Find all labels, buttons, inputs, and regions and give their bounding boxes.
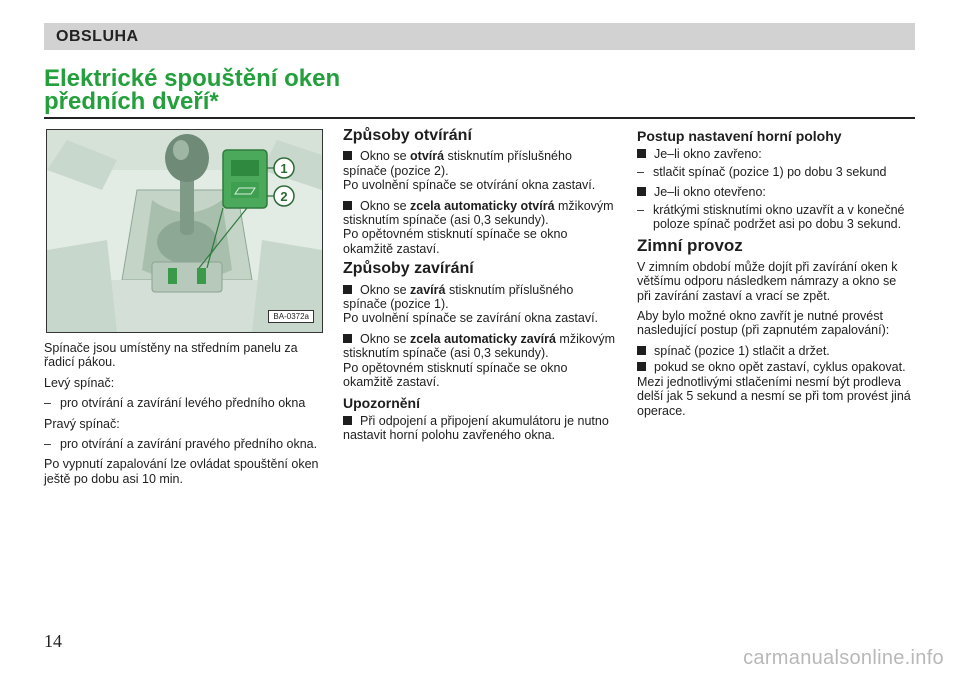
text: mžikovým stisknutím spínače (asi 0,3 sekundy).: [343, 198, 614, 228]
bullet-square: [343, 334, 352, 343]
emphasis: zcela automaticky otvírá: [410, 198, 555, 213]
warning-heading: Upozornění: [343, 394, 420, 411]
title-rule: [44, 117, 915, 119]
closing-heading: Způsoby zavírání: [343, 260, 474, 278]
ignition-off-note: Po vypnutí zapalování lze ovládat spouštění oken ještě po dobu asi 10 min.: [44, 457, 319, 486]
right-switch-item: – pro otvírání a zavírání pravého předního okna.: [44, 437, 324, 451]
console-drawing: [47, 130, 322, 332]
text: spínač (pozice 1) stlačit a držet.: [654, 343, 830, 358]
page-title-line-1: Elektrické spouštění oken: [44, 65, 341, 92]
text: Okno se: [360, 282, 411, 297]
bullet-square: [343, 285, 352, 294]
bullet-square: [637, 346, 646, 355]
open-auto-paragraph: [343, 199, 617, 257]
bullet-square: [343, 416, 352, 425]
site-watermark: carmanualsonline.info: [743, 647, 944, 669]
page-number: 14: [44, 631, 62, 651]
figure-code: BA-0372a: [268, 310, 314, 323]
winter-step-note: Mezi jednotlivými stlačeními nesmí být prodleva delší jak 5 sekund a nesmí se při tom provést jiná operace.: [637, 374, 911, 418]
column-right: [637, 129, 913, 424]
winter-intro: V zimním období může dojít při zavírání oken k většímu odporu následkem námrazy a okno se při zavírání zastaví a vrací se zpět.: [637, 259, 898, 303]
emphasis: zcela automaticky zavírá: [410, 331, 556, 346]
left-switch-label: Levý spínač:: [44, 375, 115, 390]
window-closed-step: – stlačit spínač (pozice 1) po dobu 3 sekund: [637, 165, 913, 179]
text: stisknutím příslušného spínače (pozice 2).: [343, 149, 572, 178]
setup-heading: Postup nastavení horní polohy: [637, 128, 842, 144]
text: Po opětovném stisknutí spínače se okno okamžitě zastaví.: [343, 227, 568, 256]
window-open-case: [637, 185, 913, 199]
text: Při odpojení a připojení akumulátoru je nutno nastavit horní polohu zavřeného okna.: [343, 413, 609, 443]
text: stisknutím příslušného spínače (pozice 1).: [343, 282, 574, 312]
bullet-square: [637, 187, 646, 196]
text: Po opětovném stisknutí spínače se okno okamžitě zastaví.: [343, 360, 568, 390]
column-middle: [343, 129, 617, 449]
page-title-line-2: předních dveří*: [44, 88, 219, 115]
switch-location-text: Spínače jsou umístěny na středním panelu za řadicí pákou.: [44, 341, 298, 370]
open-manual-paragraph: [343, 149, 617, 192]
close-manual-paragraph: [343, 283, 617, 326]
window-open-step: – krátkými stisknutími okno uzavřít a v konečné poloze spínač podržet asi po dobu 3 sekund.: [637, 203, 913, 232]
opening-heading: Způsoby otvírání: [343, 127, 472, 144]
right-switch-label: Pravý spínač:: [44, 416, 120, 431]
callout-1-number: 1: [280, 161, 288, 176]
left-switch-item: – pro otvírání a zavírání levého předního okna: [44, 396, 324, 410]
close-auto-paragraph: [343, 332, 617, 390]
callout-2-number: 2: [280, 189, 288, 204]
winter-heading: Zimní provoz: [637, 236, 743, 256]
column-left: [44, 341, 324, 492]
winter-procedure-intro: Aby bylo možné okno zavřít je nutné provést nasledující postup (při zapnutém zapalování):: [637, 309, 890, 338]
winter-step-2: [637, 360, 913, 374]
text: Okno se: [360, 331, 411, 346]
text: Okno se: [360, 198, 411, 213]
bullet-square: [343, 201, 352, 210]
emphasis: zavírá: [410, 282, 446, 297]
emphasis: otvírá: [410, 149, 445, 164]
bullet-square: [343, 151, 352, 160]
section-header: OBSLUHA: [56, 28, 139, 45]
text: Je–li okno otevřeno:: [654, 185, 766, 200]
battery-warning-paragraph: [343, 414, 617, 443]
window-closed-case: [637, 147, 913, 161]
text: mžikovým stisknutím spínače (asi 0,3 sekundy).: [343, 331, 615, 361]
switch-panel-illustration: [46, 129, 323, 333]
text: Je–li okno zavřeno:: [654, 147, 762, 162]
page-title: [44, 67, 340, 113]
text: Po uvolnění spínače se zavírání okna zastaví.: [343, 311, 599, 326]
text: Po uvolnění spínače se otvírání okna zastaví.: [343, 178, 596, 193]
bullet-square: [637, 362, 646, 371]
text: pokud se okno opět zastaví, cyklus opakovat.: [654, 360, 906, 375]
text: Okno se: [360, 149, 411, 164]
winter-step-1: [637, 344, 913, 358]
section-header-band: [44, 23, 915, 50]
bullet-square: [637, 149, 646, 158]
